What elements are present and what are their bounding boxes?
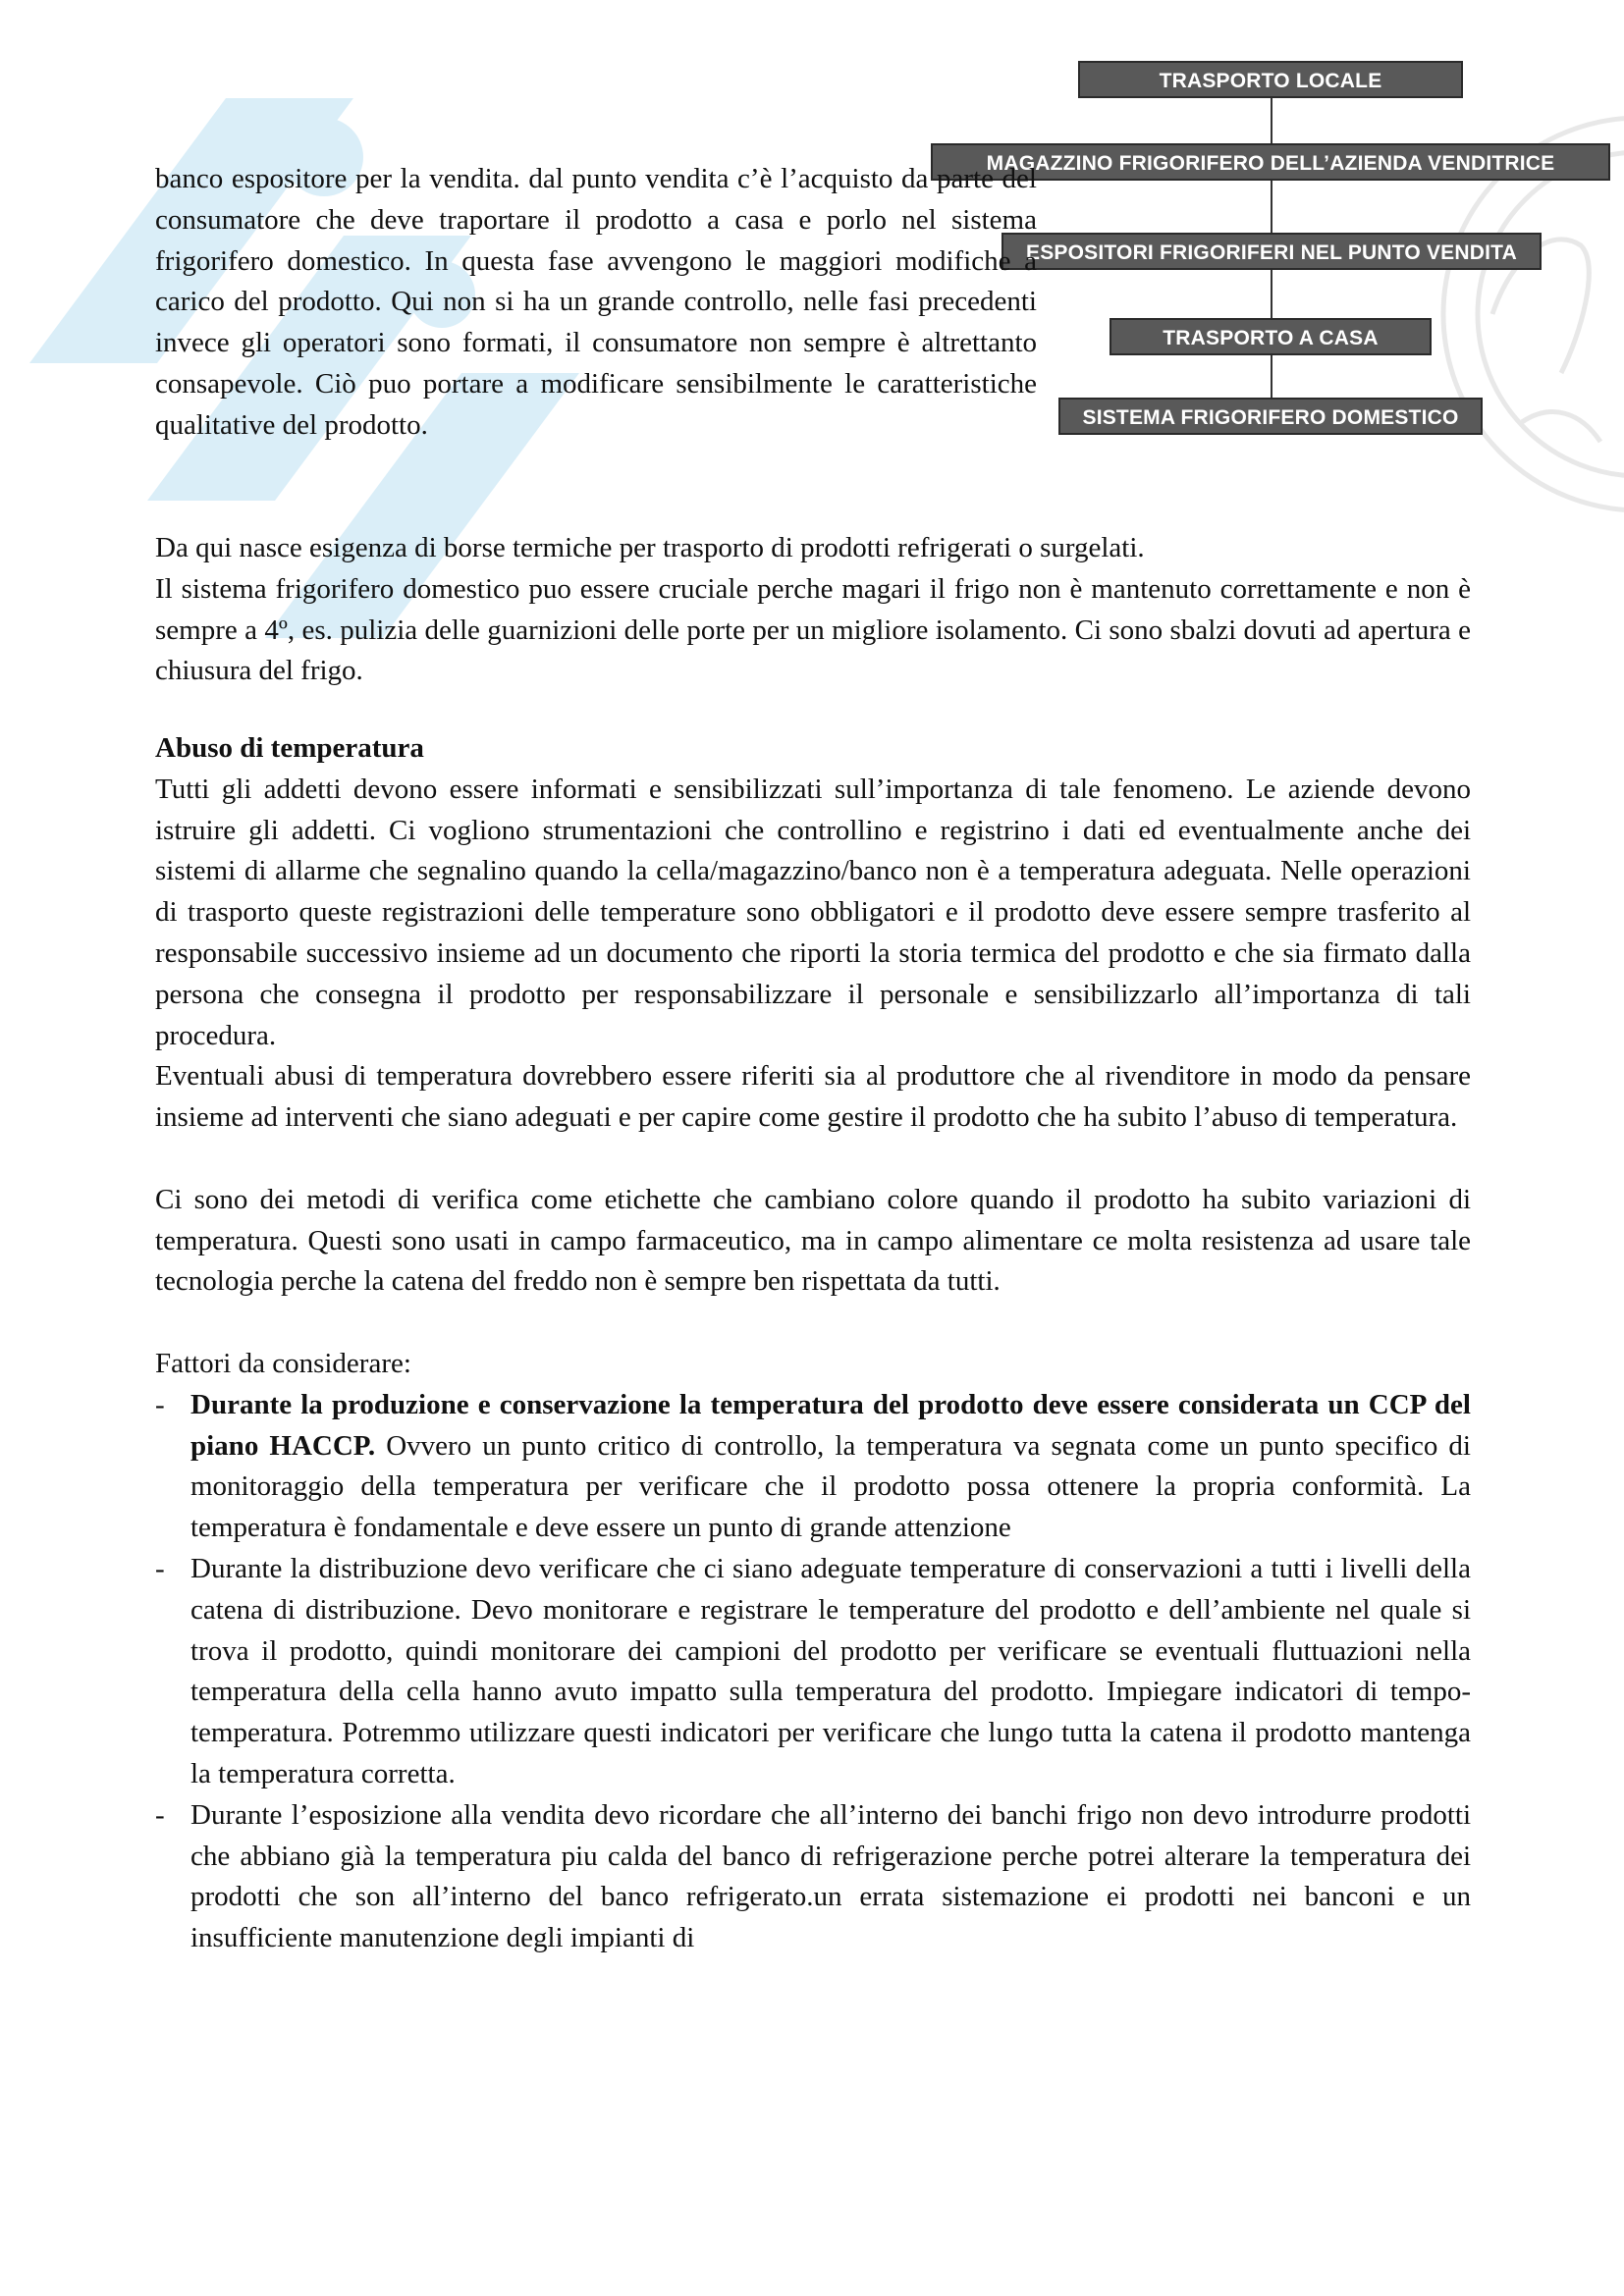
factor-item-distribution — [155, 1549, 1471, 1795]
list-dash: - — [155, 1388, 165, 1420]
flow-step-trasporto-casa: TRASPORTO A CASA — [1110, 318, 1432, 355]
thermal-bags-paragraph: Da qui nasce esigenza di borse termiche per trasporto di prodotti refrigerati o surgelati. — [155, 532, 1145, 563]
factor-item-bold: Durante la produzione e conservazione la temperatura del prodotto deve essere considerata un CCP del piano HACCP. — [190, 1388, 1471, 1462]
abuse-section — [155, 728, 1471, 1959]
flowchart-wrap-space — [1037, 159, 1471, 528]
abuse-paragraph-1: Tutti gli addetti devono essere informati e sensibilizzati sull’importanza di tale fenomeno. Le aziende devono istruire gli addetti. Ci vogliono strumentazioni che controllino e registrino i dati ed eventualmente anche dei sistemi di allarme che segnalino quando la cella/magazzino/banco non è a temperatura adeguata. Nelle operazioni di trasporto queste registrazioni delle temperature sono obbligatori e il prodotto deve essere sempre trasferito al responsabile successivo insieme ad un documento che riporti la storia termica del prodotto e che sia firmato dalla persona che consegna il prodotto per responsabilizzare il personale e sensibilizzarlo all’importanza di tali procedura. — [155, 773, 1471, 1051]
factor-item-exposure — [155, 1795, 1471, 1959]
factor-item-text: Durante l’esposizione alla vendita devo ricordare che all’interno dei banchi frigo non devo introdurre prodotti che abbiano già la temperatura piu calda del banco di refrigerazione perche potrei alterare la temperatura dei prodotti che son all’interno del banco refrigerato.un errata sistemazione ei prodotti nei banconi e un insufficiente manutenzione degli impianti di — [190, 1798, 1471, 1954]
factors-intro: Fattori da considerare: — [155, 1347, 411, 1379]
intro-paragraph: banco espositore per la vendita. dal punto vendita c’è l’acquisto da parte del consumatore che deve traportare il prodotto a casa e porlo nel sistema frigorifero domestico. In questa fase avvengono le maggiori modifiche a carico del prodotto. Qui non si ha un grande controllo, nelle fasi precedenti invece gli operatori sono formati, il consumatore non sempre è altrettanto consapevole. Ciò puo portare a modificare sensibilmente le caratteristiche qualitative del prodotto. — [155, 163, 1037, 441]
flow-connector — [1271, 98, 1272, 143]
flow-step-magazzino: MAGAZZINO FRIGORIFERO DELL’AZIENDA VENDITRICE — [931, 143, 1610, 181]
flow-step-espositori: ESPOSITORI FRIGORIFERI NEL PUNTO VENDITA — [1001, 233, 1542, 270]
abuse-paragraph-2: Eventuali abusi di temperatura dovrebbero essere riferiti sia al produttore che al rivenditore in modo da pensare insieme ad interventi che siano adeguati e per capire come gestire il prodotto che ha subito l’abuso di temperatura. — [155, 1060, 1471, 1134]
list-dash: - — [155, 1552, 165, 1584]
indicator-labels-paragraph: Ci sono dei metodi di verifica come etichette che cambiano colore quando il prodotto ha subito variazioni di temperatura. Questi sono usati in campo farmaceutico, ma in campo alimentare ce molta resistenza ad usare tale tecnologia perche la catena del freddo non è sempre ben rispettata da tutti. — [155, 1183, 1471, 1298]
factor-item-text: Ovvero un punto critico di controllo, la temperatura va segnata come un punto specifico di monitoraggio della temperatura per verificare che il prodotto possa ottenere la propria conformità. La temperatura è fondamentale e deve essere un punto di grande attenzione — [190, 1429, 1471, 1544]
factor-item-text: Durante la distribuzione devo verificare che ci siano adeguate temperature di conservazioni a tutti i livelli della catena di distribuzione. Devo monitorare e registrare le temperature del prodotto e dell’ambiente nel quale si trova il prodotto, quindi monitorare dei campioni del prodotto per verificare se eventuali fluttuazioni nella temperatura della cella hanno avuto impatto sulla temperatura del prodotto. Impiegare indicatori di tempo-temperatura. Potremmo utilizzare questi indicatori per verificare che lungo tutta la catena il prodotto mantenga la temperatura corretta. — [190, 1552, 1471, 1789]
section-heading: Abuso di temperatura — [155, 732, 424, 764]
home-fridge-paragraph: Il sistema frigorifero domestico puo essere cruciale perche magari il frigo non è mantenuto correttamente e non è sempre a 4º, es. pulizia delle guarnizioni delle porte per un migliore isolamento. Ci sono sbalzi dovuti ad apertura e chiusura del frigo. — [155, 572, 1471, 687]
intro-section — [155, 159, 1471, 692]
factor-item-production — [155, 1385, 1471, 1549]
flow-step-trasporto-locale: TRASPORTO LOCALE — [1078, 61, 1463, 98]
flow-step-sistema-domestico: SISTEMA FRIGORIFERO DOMESTICO — [1058, 398, 1483, 435]
list-dash: - — [155, 1798, 165, 1831]
